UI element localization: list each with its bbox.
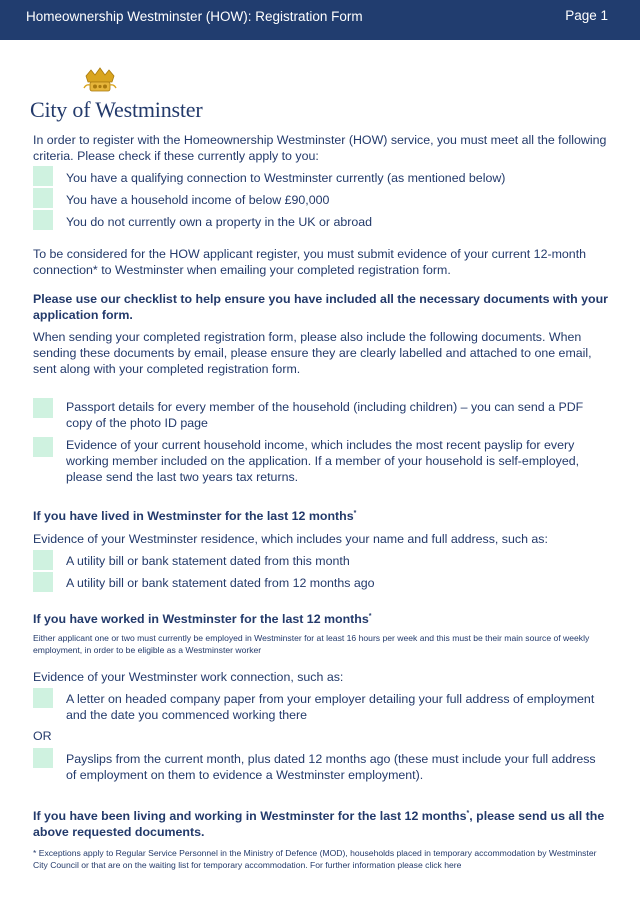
criteria-label-income: You have a household income of below £90,000 bbox=[66, 193, 330, 207]
criteria-label-property: You do not currently own a property in the UK or abroad bbox=[66, 215, 373, 229]
lived-intro: Evidence of your Westminster residence, which includes your name and full address, such as: bbox=[33, 532, 548, 546]
intro-text: In order to register with the Homeownership Westminster (HOW) service, you must meet all the following criteria. Please check if these currently apply to you: bbox=[33, 133, 607, 163]
footnote: * Exceptions apply to Regular Service Personnel in the Ministry of Defence (MOD), households placed in temporary accommodation by Westminster City Council or that are on the waiting list for temporary accommodation. For further information please click here bbox=[33, 848, 597, 871]
both-heading: If you have been living and working in Westminster for the last 12 months*, please send us all the above requested documents. bbox=[33, 809, 605, 839]
document-label-income: Evidence of your current household income, which includes the most recent payslip for every working member included on the application. If a member of your household is self-employed, please send the last two years tax returns. bbox=[66, 438, 580, 484]
or-separator: OR bbox=[33, 729, 52, 743]
criteria-checkbox-connection[interactable] bbox=[33, 166, 53, 186]
criteria-checkbox-property[interactable] bbox=[33, 210, 53, 230]
footnote-mark: * bbox=[466, 809, 470, 817]
document-label-passport: Passport details for every member of the household (including children) – you can send a PDF copy of the photo ID page bbox=[66, 400, 584, 430]
footnote-mark: * bbox=[353, 509, 357, 517]
worked-note: Either applicant one or two must currently be employed in Westminster for at least 16 hours per week and this must be their main source of weekly employment, in order to be eligible as a Westminster worker bbox=[33, 633, 590, 656]
worked-label-letter: A letter on headed company paper from your employer detailing your full address of employment and the date you commenced working there bbox=[66, 692, 595, 722]
worked-label-payslips: Payslips from the current month, plus dated 12 months ago (these must include your full address of employment on them to evidence a Westminster employment). bbox=[66, 752, 596, 782]
document-checkbox-passport[interactable] bbox=[33, 398, 53, 418]
lived-label-current: A utility bill or bank statement dated from this month bbox=[66, 554, 350, 568]
worked-intro: Evidence of your Westminster work connection, such as: bbox=[33, 670, 344, 684]
crest-icon bbox=[82, 66, 118, 94]
checklist-heading: Please use our checklist to help ensure you have included all the necessary documents with your application form. bbox=[33, 292, 608, 322]
criteria-label-connection: You have a qualifying connection to Westminster currently (as mentioned below) bbox=[66, 171, 506, 185]
checklist-intro: When sending your completed registration form, please also include the following documents. When sending these documents by email, please ensure they are clearly labelled and attached to one email, sent along with your completed registration form. bbox=[33, 330, 592, 376]
footnote-mark: * bbox=[368, 612, 372, 620]
page-number: Page 1 bbox=[565, 8, 608, 23]
lived-checkbox-current[interactable] bbox=[33, 550, 53, 570]
lived-checkbox-past[interactable] bbox=[33, 572, 53, 592]
page-header bbox=[0, 0, 640, 40]
worked-heading: If you have worked in Westminster for the last 12 months* bbox=[33, 612, 372, 626]
evidence-note: To be considered for the HOW applicant register, you must submit evidence of your current 12-month connection* to Westminster when emailing your completed registration form. bbox=[33, 247, 587, 277]
document-checkbox-income[interactable] bbox=[33, 437, 53, 457]
lived-heading: If you have lived in Westminster for the last 12 months* bbox=[33, 509, 357, 523]
city-logo bbox=[30, 66, 203, 126]
worked-checkbox-payslips[interactable] bbox=[33, 748, 53, 768]
criteria-checkbox-income[interactable] bbox=[33, 188, 53, 208]
logo-wordmark: City of Westminster bbox=[30, 97, 203, 122]
form-title: Homeownership Westminster (HOW): Registration Form bbox=[26, 9, 363, 24]
worked-checkbox-letter[interactable] bbox=[33, 688, 53, 708]
lived-label-past: A utility bill or bank statement dated from 12 months ago bbox=[66, 576, 375, 590]
